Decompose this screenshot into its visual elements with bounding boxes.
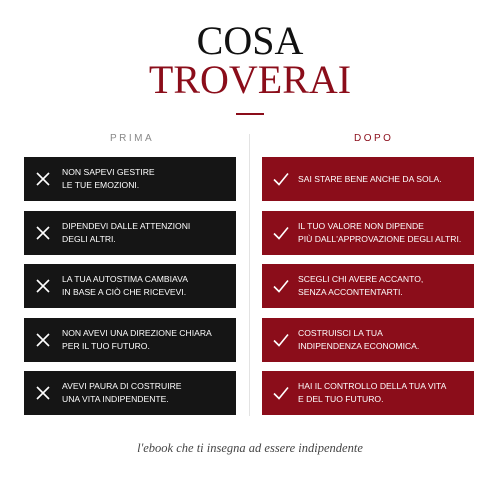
x-mark-icon xyxy=(34,384,52,402)
after-heading: DOPO xyxy=(354,133,394,144)
after-item-text: COSTRUISCI LA TUA INDIPENDENZA ECONOMICA. xyxy=(298,328,420,351)
before-heading: PRIMA xyxy=(110,133,155,144)
before-item-text: NON AVEVI UNA DIREZIONE CHIARA PER IL TUO FUTURO. xyxy=(62,328,212,351)
before-item xyxy=(24,211,236,255)
before-item xyxy=(24,371,236,415)
x-mark-icon xyxy=(34,277,52,295)
checkmark-icon xyxy=(272,224,290,242)
before-item xyxy=(24,318,236,362)
before-item-text: DIPENDEVI DALLE ATTENZIONI DEGLI ALTRI. xyxy=(62,221,191,244)
after-item xyxy=(262,371,474,415)
title-line-1: COSA xyxy=(196,18,304,63)
before-item-text: AVEVI PAURA DI COSTRUIRE UNA VITA INDIPENDENTE. xyxy=(62,381,182,404)
title-line-2: TROVERAI xyxy=(148,57,352,102)
after-item xyxy=(262,264,474,308)
title-divider xyxy=(236,113,264,115)
after-item-text: SAI STARE BENE ANCHE DA SOLA. xyxy=(298,173,442,184)
x-mark-icon xyxy=(34,170,52,188)
before-item-text: NON SAPEVI GESTIRE LE TUE EMOZIONI. xyxy=(62,167,155,190)
before-item xyxy=(24,264,236,308)
x-mark-icon xyxy=(34,224,52,242)
before-item xyxy=(24,157,236,201)
after-item xyxy=(262,157,474,201)
after-item-text: IL TUO VALORE NON DIPENDE PIÙ DALL'APPROVAZIONE DEGLI ALTRI. xyxy=(298,221,462,244)
before-item-text: LA TUA AUTOSTIMA CAMBIAVA IN BASE A CIÒ CHE RICEVEVI. xyxy=(62,274,188,297)
after-item-text: SCEGLI CHI AVERE ACCANTO, SENZA ACCONTENTARTI. xyxy=(298,274,424,297)
column-divider xyxy=(249,134,250,416)
checkmark-icon xyxy=(272,170,290,188)
x-mark-icon xyxy=(34,331,52,349)
after-item xyxy=(262,211,474,255)
footer-tagline: l'ebook che ti insegna ad essere indipendente xyxy=(137,441,363,455)
after-item xyxy=(262,318,474,362)
after-item-text: HAI IL CONTROLLO DELLA TUA VITA E DEL TUO FUTURO. xyxy=(298,381,447,404)
checkmark-icon xyxy=(272,277,290,295)
checkmark-icon xyxy=(272,384,290,402)
checkmark-icon xyxy=(272,331,290,349)
